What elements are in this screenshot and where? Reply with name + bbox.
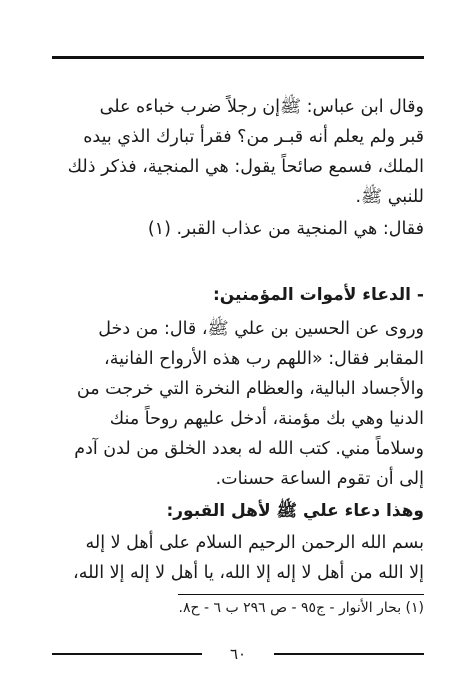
text-line: فقال: هي المنجية من عذاب القبر. (١) bbox=[147, 219, 424, 239]
text-line: للنبي ﷺ. bbox=[355, 187, 424, 207]
top-rule bbox=[52, 56, 424, 59]
footer-rule-right bbox=[274, 653, 424, 655]
text-line: إلى أن تقوم الساعة حسنات. bbox=[215, 469, 424, 489]
text-line: وروى عن الحسين بن علي ﷺ، قال: من دخل bbox=[98, 319, 424, 339]
text-line: قبر ولم يعلم أنه قبـر من؟ فقرأ تبارك الذي بيده bbox=[83, 127, 424, 147]
page-footer bbox=[52, 644, 424, 664]
text-line: المقابر فقال: «اللهم رب هذه الأرواح الفانية، bbox=[104, 349, 424, 369]
text-line: وقال ابن عباس: ﷺإن رجلاً ضرب خباءه على bbox=[99, 97, 424, 117]
text-line: والأجساد البالية، والعظام النخرة التي خرجت من bbox=[76, 379, 424, 399]
page-number: ٦٠ bbox=[229, 645, 247, 663]
footnote: (١) بحار الأنوار - ج٩٥ - ص ٢٩٦ ب ٦ - ح٨. bbox=[178, 600, 424, 616]
text-line: إلا الله من أهل لا إله إلا الله، يا أهل لا إله إلا الله، bbox=[73, 563, 424, 583]
text-line: الدنيا وهي بك مؤمنة، أدخل عليهم روحاً منك bbox=[109, 409, 424, 429]
section-heading: - الدعاء لأموات المؤمنين: bbox=[212, 285, 424, 305]
text-line: وسلاماً مني. كتب الله له بعدد الخلق من لدن آدم bbox=[74, 439, 424, 459]
text-line: الملك، فسمع صائحاً يقول: هي المنجية، فذكر ذلك bbox=[67, 157, 424, 177]
text-line: بسم الله الرحمن الرحيم السلام على أهل لا إله bbox=[85, 533, 424, 553]
section-heading: وهذا دعاء علي ﷺ لأهل القبور: bbox=[166, 501, 424, 521]
footnote-rule bbox=[178, 594, 424, 595]
